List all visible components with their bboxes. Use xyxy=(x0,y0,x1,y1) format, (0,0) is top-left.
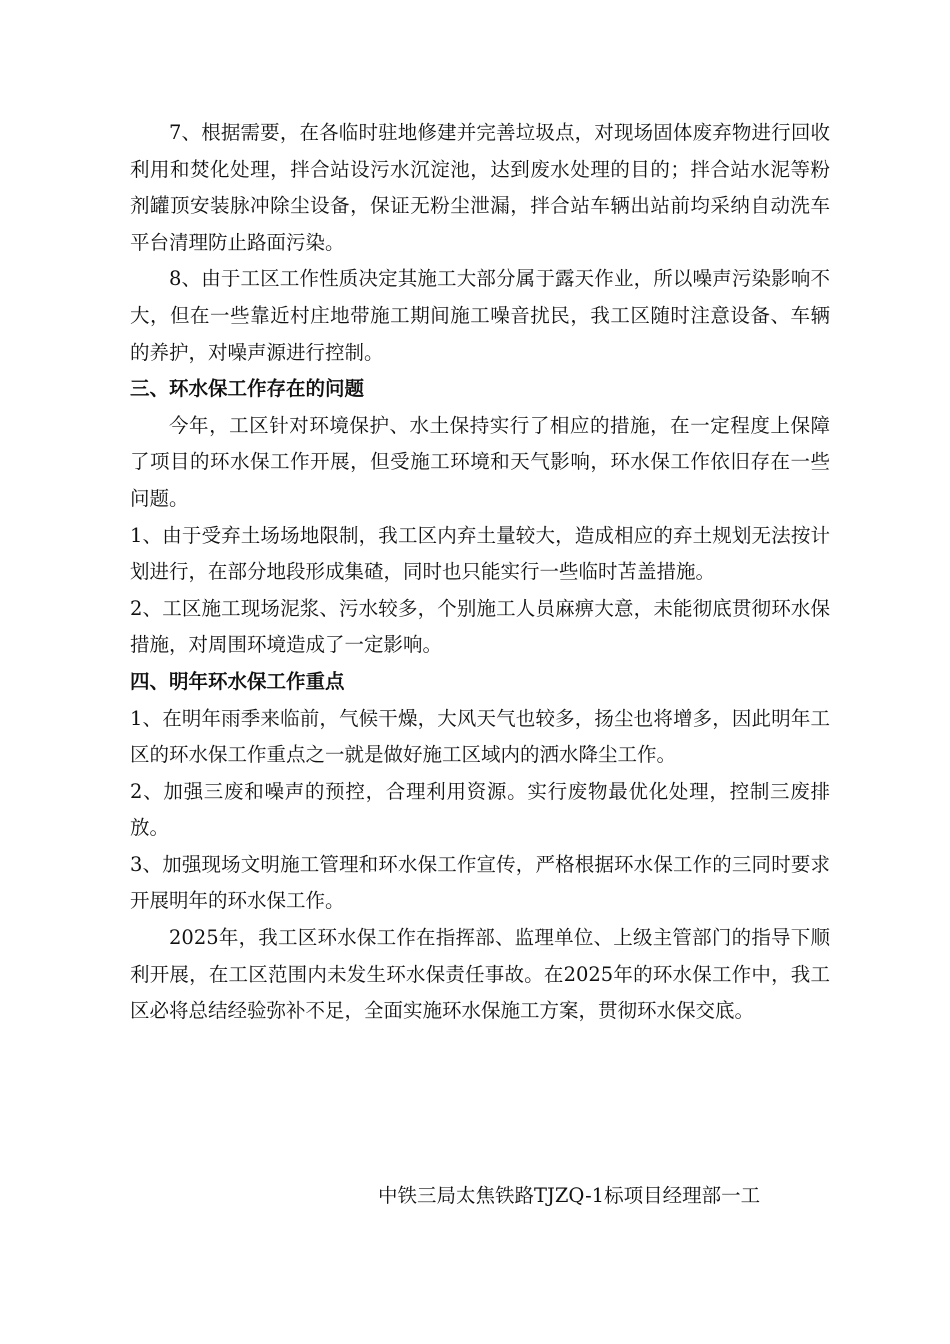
focus-item-2: 2、加强三废和噪声的预控，合理利用资源。实行废物最优化处理，控制三废排放。 xyxy=(130,779,830,840)
focus-item-1: 1、在明年雨季来临前，气候干燥，大风天气也较多，扬尘也将增多，因此明年工区的环水保工作重点之一就是做好施工区域内的洒水降尘工作。 xyxy=(130,706,830,767)
focus-item-3: 3、加强现场文明施工管理和环水保工作宣传，严格根据环水保工作的三同时要求开展明年的环水保工作。 xyxy=(130,852,830,913)
conclusion-paragraph: 2025年，我工区环水保工作在指挥部、监理单位、上级主管部门的指导下顺利开展，在工区范围内未发生环水保责任事故。在2025年的环水保工作中，我工区必将总结经验弥补不足，全面实施环水保施工方案，贯彻环水保交底。 xyxy=(130,926,830,1023)
document-body xyxy=(130,115,830,1030)
signature-line: 中铁三局太焦铁路TJZQ-1标项目经理部一工 xyxy=(378,1184,761,1207)
section-problems-intro: 今年，工区针对环境保护、水土保持实行了相应的措施，在一定程度上保障了项目的环水保工作开展，但受施工环境和天气影响，环水保工作依旧存在一些问题。 xyxy=(130,413,830,510)
section-heading-problems: 三、环水保工作存在的问题 xyxy=(130,377,365,401)
paragraph-item-7: 7、根据需要，在各临时驻地修建并完善垃圾点，对现场固体废弃物进行回收利用和焚化处理，拌合站设污水沉淀池，达到废水处理的目的；拌合站水泥等粉剂罐顶安装脉冲除尘设备，保证无粉尘泄漏，拌合站车辆出站前均采纳自动洗车平台清理防止路面污染。 xyxy=(130,121,830,254)
problem-item-1: 1、由于受弃土场场地限制，我工区内弃土量较大，造成相应的弃土规划无法按计划进行，在部分地段形成集碴，同时也只能实行一些临时苫盖措施。 xyxy=(130,523,830,584)
paragraph-item-8: 8、由于工区工作性质决定其施工大部分属于露天作业，所以噪声污染影响不大，但在一些靠近村庄地带施工期间施工噪音扰民，我工区随时注意设备、车辆的养护，对噪声源进行控制。 xyxy=(130,267,830,364)
problem-item-2: 2、工区施工现场泥浆、污水较多，个别施工人员麻痹大意，未能彻底贯彻环水保措施，对周围环境造成了一定影响。 xyxy=(130,596,830,657)
section-heading-next-year-focus: 四、明年环水保工作重点 xyxy=(130,669,345,693)
